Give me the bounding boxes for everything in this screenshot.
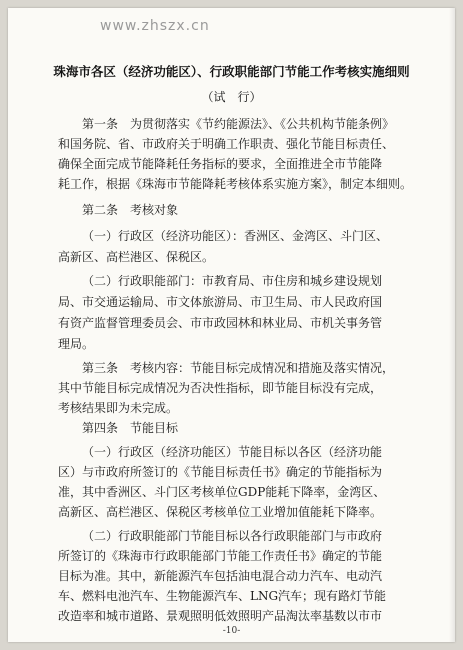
body-line: （一）行政区（经济功能区）：香洲区、金湾区、斗门区、 xyxy=(82,229,389,243)
body-line: （二）行政职能部门：市教育局、市住房和城乡建设规划 xyxy=(82,274,383,288)
page-number: -10- xyxy=(222,626,241,636)
body-line: 目标为准。其中，新能源汽车包括油电混合动力汽车、电动汽 xyxy=(58,569,383,583)
body-line: 局、市交通运输局、市文体旅游局、市卫生局、市人民政府国 xyxy=(58,295,383,309)
body-line: 第四条 节能目标 xyxy=(82,421,179,435)
body-line: 确保全面完成节能降耗任务指标的要求，全面推进全市节能降 xyxy=(58,157,383,171)
document-subtitle: （试 行） xyxy=(201,90,262,104)
document-title: 珠海市各区（经济功能区）、行政职能部门节能工作考核实施细则 xyxy=(53,64,410,79)
body-line: 高新区、高栏港区、保税区。 xyxy=(58,250,215,264)
body-line: 第二条 考核对象 xyxy=(82,203,179,217)
body-line: 和国务院、省、市政府关于明确工作职责、强化节能目标责任、 xyxy=(58,137,395,151)
document-page xyxy=(8,8,455,642)
body-line: 改造率和城市道路、景观照明低效照明产品淘汰率基数以市市 xyxy=(58,609,383,623)
body-line: 其中节能目标完成情况为否决性指标，即节能目标没有完成， xyxy=(58,381,383,395)
body-line: 理局。 xyxy=(58,337,95,351)
body-line: （一）行政区（经济功能区）节能目标以各区（经济功能 xyxy=(82,445,383,459)
body-line: 所签订的《珠海市行政职能部门节能工作责任书》确定的节能 xyxy=(58,549,383,563)
body-line: 第三条 考核内容：节能目标完成情况和措施及落实情况， xyxy=(82,361,395,375)
body-line: 区）与市政府所签订的《节能目标责任书》确定的节能指标为 xyxy=(58,465,383,479)
body-line: 有资产监督管理委员会、市市政园林和林业局、市机关事务管 xyxy=(58,316,383,330)
body-line: 高新区、高栏港区、保税区考核单位工业增加值能耗下降率。 xyxy=(58,505,383,519)
watermark: www.zhszx.cn xyxy=(100,18,210,34)
body-line: 准，其中香洲区、斗门区考核单位GDP能耗下降率，金湾区、 xyxy=(58,485,386,499)
body-line: 车、燃料电池汽车、生物能源汽车、LNG汽车；现有路灯节能 xyxy=(58,589,387,603)
body-line: （二）行政职能部门节能目标以各行政职能部门与市政府 xyxy=(82,529,383,543)
body-line: 第一条 为贯彻落实《节约能源法》、《公共机构节能条例》 xyxy=(82,117,395,131)
body-line: 考核结果即为未完成。 xyxy=(58,401,179,415)
body-line: 耗工作，根据《珠海市节能降耗考核体系实施方案》，制定本细则。 xyxy=(58,177,413,191)
